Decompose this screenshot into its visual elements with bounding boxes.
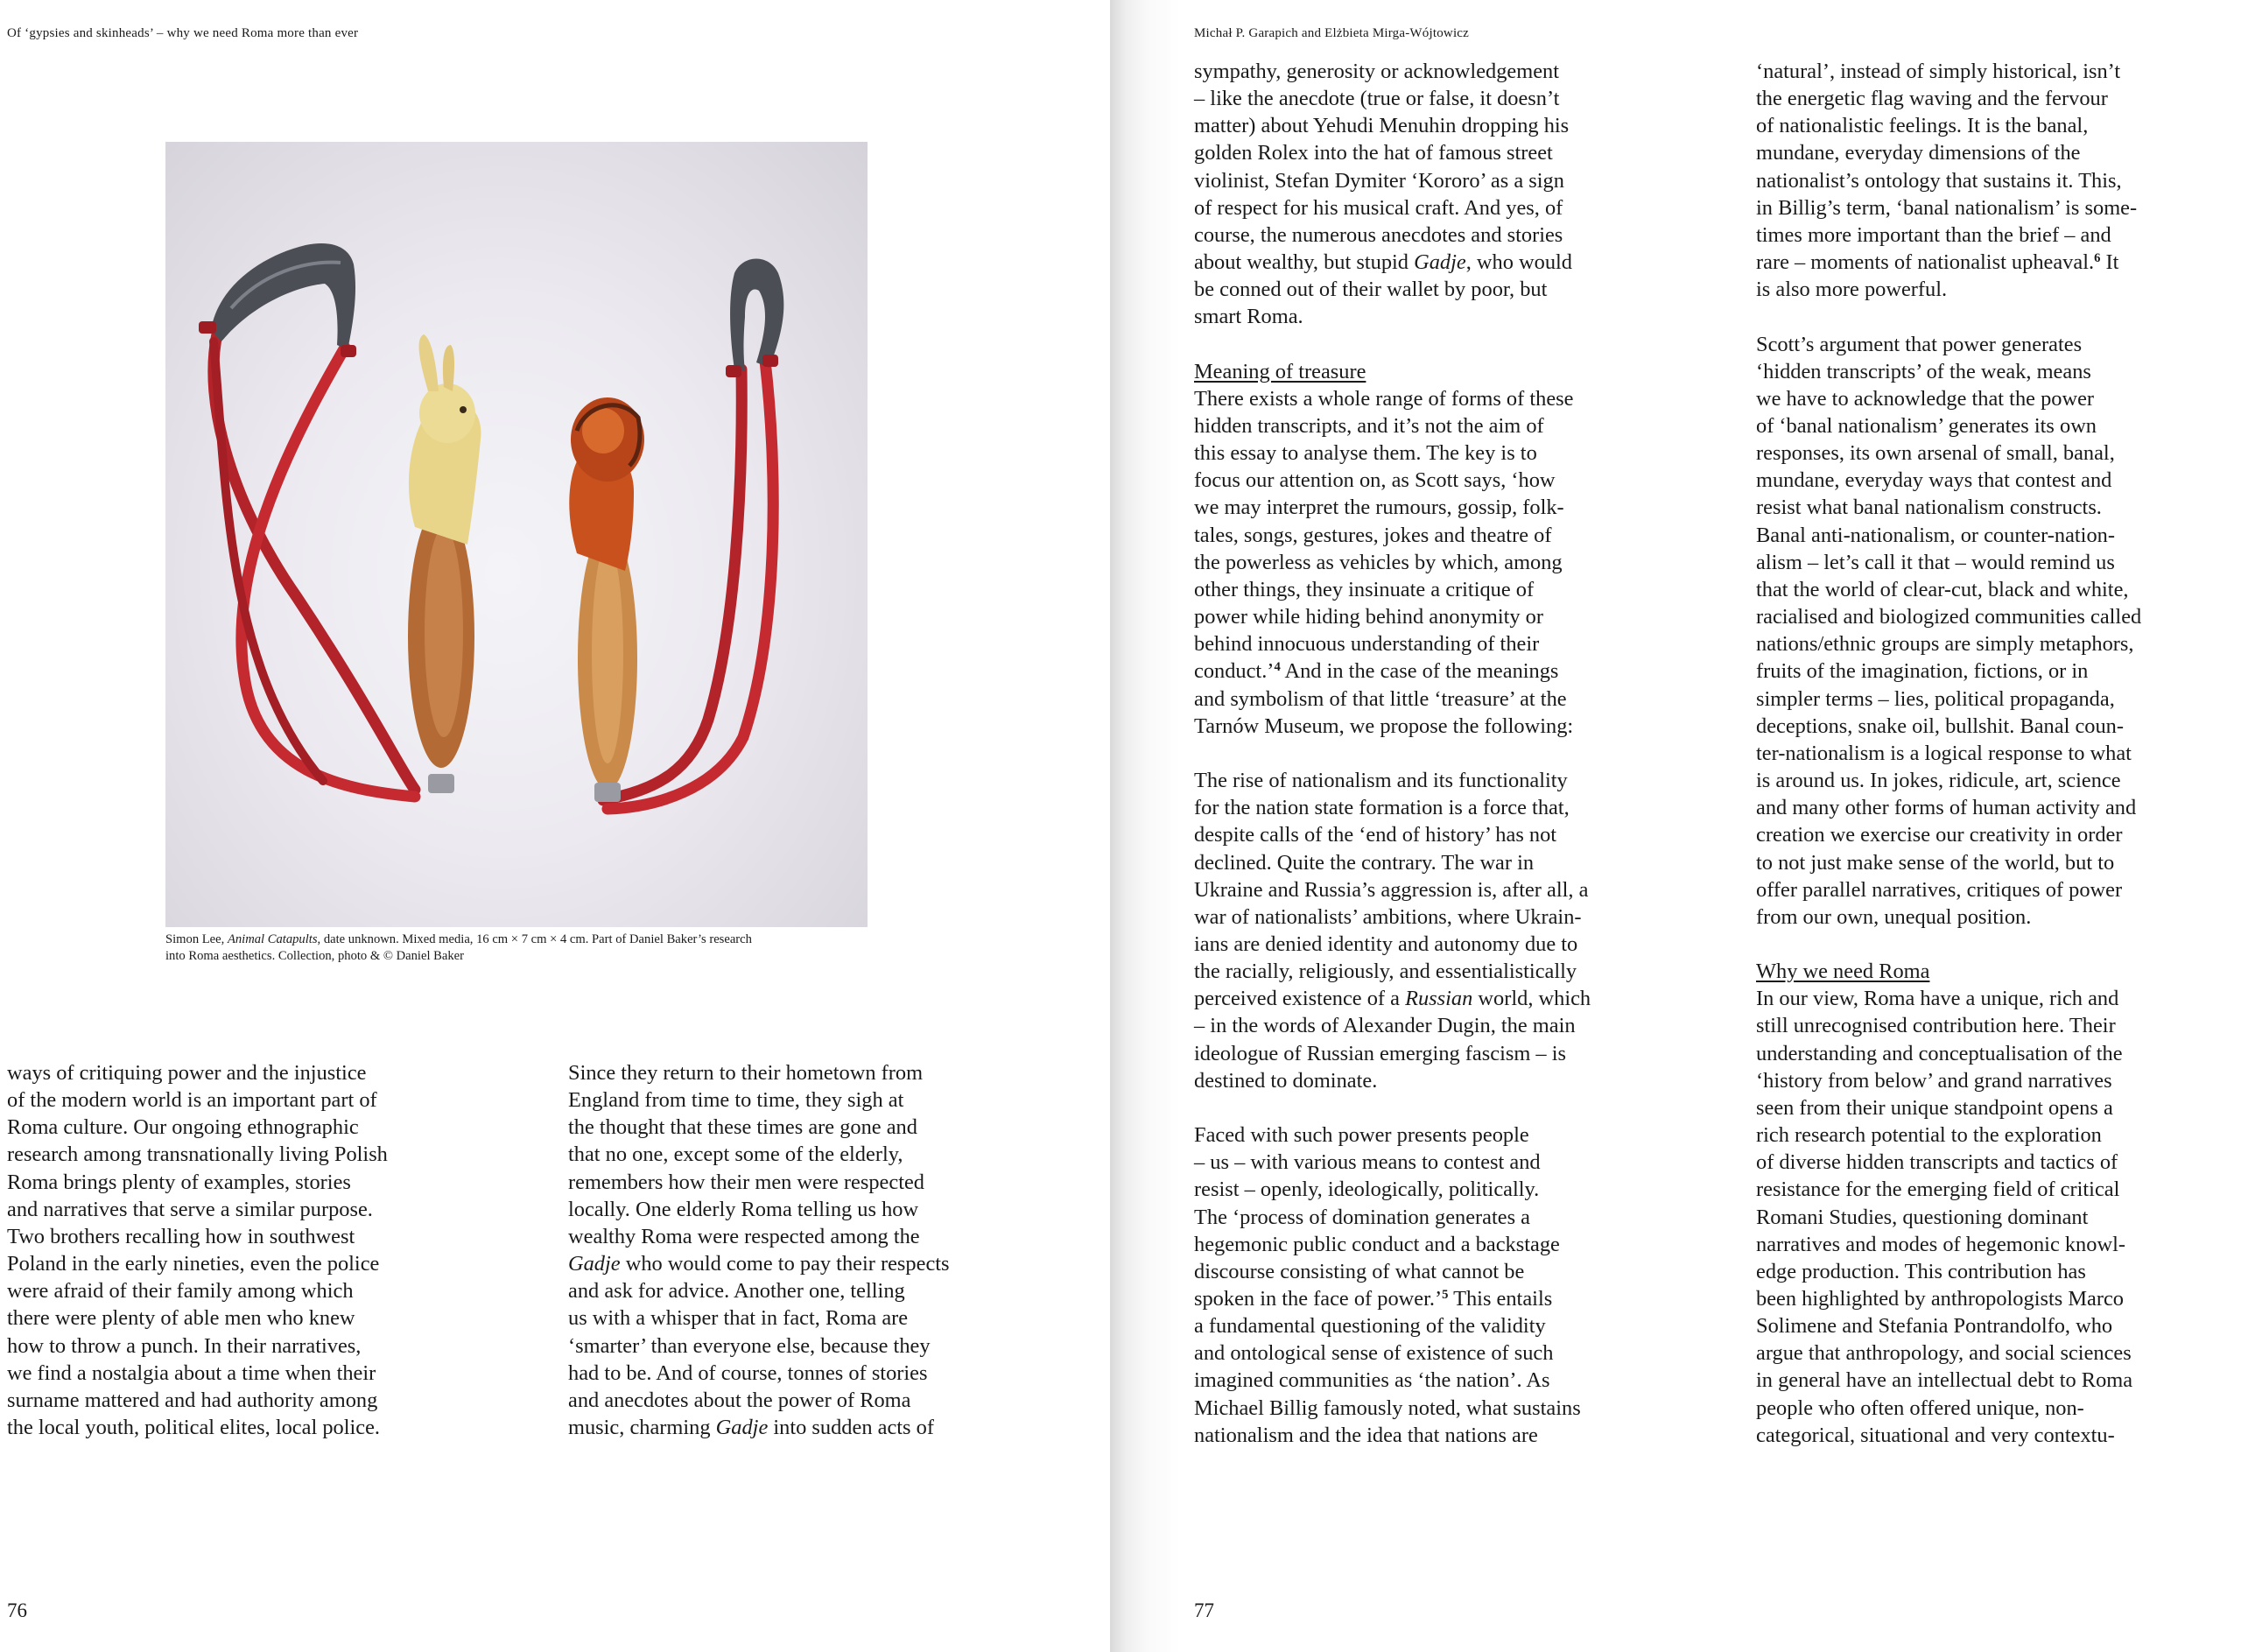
text-line: golden Rolex into the hat of famous street [1194,141,1553,165]
text-line: people who often offered unique, non- [1756,1395,2084,1420]
text-line: ‘natural’, instead of simply historical, isn’t [1756,60,2121,83]
text-line: – like the anecdote (true or false, it doesn’t [1194,87,1560,111]
text-span: This entails [1448,1286,1553,1311]
text-line: destined to dominate. [1194,1068,1378,1093]
text-line: – us – with various means to contest and [1194,1150,1541,1175]
text-line: in general have an intellectual debt to Roma [1756,1368,2133,1393]
text-line: to not just make sense of the world, but to [1756,850,2115,875]
text-line: there were plenty of able men who knew [7,1306,355,1331]
text-line: Solimene and Stefania Pontrandolfo, who [1756,1314,2113,1339]
text-line: deceptions, snake oil, bullshit. Banal coun- [1756,714,2124,738]
text-line: we may interpret the rumours, gossip, folk- [1194,496,1564,520]
paragraph-gap [1194,740,1684,767]
text-line: The rise of nationalism and its functionality [1194,769,1568,793]
text-span: music, charming [568,1416,716,1440]
text-line: categorical, situational and very contextu- [1756,1423,2115,1447]
text-line: and ask for advice. Another one, telling [568,1279,905,1304]
text-line: still unrecognised contribution here. Their [1756,1014,2116,1038]
right-page-number: 77 [1194,1599,1214,1621]
text-line [1194,249,1684,276]
text-line [1194,657,1684,685]
text-line: England from time to time, they sigh at [568,1088,904,1113]
text-line: and anecdotes about the power of Roma [568,1388,911,1412]
text-line: matter) about Yehudi Menuhin dropping his [1194,114,1570,138]
text-span: conduct.’ [1194,659,1275,684]
text-line: ians are denied identity and autonomy due to [1194,931,1578,956]
text-line: discourse consisting of what cannot be [1194,1259,1525,1283]
paragraph-gap [1194,331,1684,358]
text-line: been highlighted by anthropologists Marco [1756,1287,2124,1311]
text-line: Roma culture. Our ongoing ethnographic [7,1115,359,1140]
footnote-ref-5[interactable]: 5 [1442,1287,1449,1302]
text-line: rich research potential to the exploration [1756,1123,2102,1148]
text-line: fruits of the imagination, fictions, or in [1756,659,2089,684]
text-line: were afraid of their family among which [7,1279,354,1304]
section-heading-why-we-need-roma: Why we need Roma [1756,960,1930,984]
caption-line-2: into Roma aesthetics. Collection, photo & © Daniel Baker [165,949,465,963]
text-line: Scott’s argument that power generates [1756,332,2083,356]
text-line: seen from their unique standpoint opens a [1756,1095,2113,1120]
text-line: in Billig’s term, ‘banal nationalism’ is some- [1756,195,2138,220]
left-column-1 [7,1059,532,1441]
text-span: into sudden acts of [768,1416,934,1440]
right-running-head: Michał P. Garapich and Elżbieta Mirga-Wójtowicz [1194,26,1470,40]
text-line: Romani Studies, questioning dominant [1756,1205,2089,1229]
text-line: creation we exercise our creativity in order [1756,823,2123,847]
text-line: times more important than the brief – and [1756,222,2111,247]
text-line: of nationalistic feelings. It is the banal, [1756,114,2089,138]
text-line: nationalism and the idea that nations are [1194,1423,1538,1447]
text-span: about wealthy, but stupid [1194,250,1415,275]
text-line: Tarnów Museum, we propose the following: [1194,714,1574,738]
text-line: narratives and modes of hegemonic knowl- [1756,1232,2125,1256]
text-line: focus our attention on, as Scott says, ‘how [1194,468,1556,493]
text-line: had to be. And of course, tonnes of stories [568,1360,928,1385]
text-span: perceived existence of a [1194,987,1406,1011]
text-line: mundane, everyday ways that contest and [1756,468,2112,493]
text-line: ‘smarter’ than everyone else, because they [568,1333,931,1358]
text-line: tales, songs, gestures, jokes and theatre of [1194,523,1552,547]
text-line: we have to acknowledge that the power [1756,386,2095,411]
left-column-2 [568,1059,1093,1441]
text-line: hegemonic public conduct and a backstage [1194,1232,1560,1256]
text-line: the thought that these times are gone and [568,1115,917,1140]
text-line: locally. One elderly Roma telling us how [568,1197,919,1221]
text-line: declined. Quite the contrary. The war in [1194,850,1535,875]
text-line: racialised and biologized communities called [1756,605,2142,629]
text-line: a fundamental questioning of the validity [1194,1314,1546,1339]
text-line: Roma brings plenty of examples, stories [7,1170,351,1194]
text-line: In our view, Roma have a unique, rich and [1756,987,2119,1011]
text-line: despite calls of the ‘end of history’ has not [1194,823,1557,847]
text-line: of ‘banal nationalism’ generates its own [1756,414,2097,439]
text-line: offer parallel narratives, critiques of power [1756,877,2123,902]
text-line: that the world of clear-cut, black and white, [1756,577,2129,601]
italic-term: Russian [1405,987,1473,1011]
text-line [568,1250,1093,1277]
text-span: spoken in the face of power.’ [1194,1286,1443,1311]
text-line: nations/ethnic groups are simply metaphors, [1756,632,2134,657]
text-line: the racially, religiously, and essentialistically [1194,960,1577,984]
italic-term: Gadje [1414,250,1466,275]
text-line: wealthy Roma were respected among the [568,1224,920,1248]
text-line: for the nation state formation is a force that, [1194,796,1570,820]
text-line: is around us. In jokes, ridicule, art, science [1756,769,2121,793]
slingshot-artwork-photo [165,142,868,927]
text-line: Two brothers recalling how in southwest [7,1224,355,1248]
text-line: nationalist’s ontology that sustains it. This, [1756,168,2122,193]
text-line: Faced with such power presents people [1194,1123,1529,1148]
text-span: rare – moments of nationalist upheaval. [1756,250,2095,275]
right-column-2 [1756,58,2237,1449]
text-line: from our own, unequal position. [1756,904,2032,929]
text-line: Poland in the early nineties, even the police [7,1252,380,1276]
text-line: smart Roma. [1194,305,1303,329]
text-line: Banal anti-nationalism, or counter-nation- [1756,523,2115,547]
text-span: , who would [1465,250,1572,275]
text-line: is also more powerful. [1756,278,1948,302]
text-line: understanding and conceptualisation of the [1756,1041,2123,1065]
text-line: sympathy, generosity or acknowledgement [1194,60,1560,83]
text-line: There exists a whole range of forms of these [1194,386,1574,411]
text-line: behind innocuous understanding of their [1194,632,1540,657]
text-line: the powerless as vehicles by which, among [1194,550,1563,574]
text-line: violinist, Stefan Dymiter ‘Kororo’ as a sign [1194,168,1564,193]
text-line [1194,985,1684,1012]
text-line: course, the numerous anecdotes and stories [1194,222,1563,247]
section-heading-meaning-of-treasure: Meaning of treasure [1194,359,1366,383]
text-line: simpler terms – lies, political propaganda, [1756,686,2115,711]
caption-line-1 [165,931,883,948]
text-line [1756,249,2237,276]
text-line: be conned out of their wallet by poor, but [1194,278,1548,302]
text-line: mundane, everyday dimensions of the [1756,141,2081,165]
text-line: of the modern world is an important part of [7,1088,377,1113]
text-line: Since they return to their hometown from [568,1061,924,1085]
text-line: resist – openly, ideologically, politically. [1194,1177,1540,1202]
text-line: ‘hidden transcripts’ of the weak, means [1756,359,2091,383]
text-line: ideologue of Russian emerging fascism – is [1194,1041,1566,1065]
caption-author: Simon Lee, [165,932,228,946]
text-line: resist what banal nationalism constructs. [1756,496,2102,520]
text-line: of diverse hidden transcripts and tactics of [1756,1150,2118,1175]
text-line: The ‘process of domination generates a [1194,1205,1531,1229]
text-line: resistance for the emerging field of critical [1756,1177,2120,1202]
paragraph-gap [1194,1094,1684,1121]
text-line: ter-nationalism is a logical response to what [1756,741,2132,765]
text-line: Ukraine and Russia’s aggression is, after all, a [1194,877,1589,902]
paragraph-gap [1756,303,2237,330]
text-line: – in the words of Alexander Dugin, the main [1194,1014,1576,1038]
text-line: and narratives that serve a similar purpose. [7,1197,373,1221]
left-running-head: Of ‘gypsies and skinheads’ – why we need Roma more than ever [7,26,359,40]
text-line: the local youth, political elites, local police. [7,1416,381,1440]
text-line: imagined communities as ‘the nation’. As [1194,1368,1550,1393]
text-line: that no one, except some of the elderly, [568,1142,903,1167]
text-line: of respect for his musical craft. And yes, of [1194,195,1563,220]
text-line: war of nationalists’ ambitions, where Ukrain- [1194,904,1582,929]
text-line: this essay to analyse them. The key is to [1194,441,1537,466]
text-line [1194,1285,1684,1312]
right-column-1 [1194,58,1684,1449]
text-line: edge production. This contribution has [1756,1259,2086,1283]
text-span: world, which [1472,987,1591,1011]
left-page [0,0,1110,1652]
text-span: It [2100,250,2119,275]
text-line: other things, they insinuate a critique of [1194,577,1535,601]
text-line: we find a nostalgia about a time when their [7,1360,376,1385]
paragraph-gap [1756,931,2237,958]
text-line: argue that anthropology, and social sciences [1756,1341,2132,1366]
text-span: And in the case of the meanings [1280,659,1559,684]
italic-term: Gadje [568,1252,621,1276]
figure-caption [165,931,883,965]
text-span: who would come to pay their respects [620,1252,950,1276]
caption-details: , date unknown. Mixed media, 16 cm × 7 cm × 4 cm. Part of Daniel Baker’s research [317,932,752,946]
text-line: and many other forms of human activity and [1756,796,2137,820]
text-line: and symbolism of that little ‘treasure’ at the [1194,686,1567,711]
caption-artwork-title: Animal Catapults [227,932,318,946]
text-line: how to throw a punch. In their narratives, [7,1333,362,1358]
text-line: alism – let’s call it that – would remind us [1756,550,2115,574]
text-line: responses, its own arsenal of small, banal, [1756,441,2115,466]
text-line: research among transnationally living Polish [7,1142,388,1167]
text-line: ways of critiquing power and the injustice [7,1061,367,1085]
text-line: us with a whisper that in fact, Roma are [568,1306,909,1331]
text-line: surname mattered and had authority among [7,1388,378,1412]
text-line: hidden transcripts, and it’s not the aim of [1194,414,1544,439]
text-line: ‘history from below’ and grand narratives [1756,1068,2112,1093]
footnote-ref-6[interactable]: 6 [2094,251,2101,266]
text-line [568,1414,1093,1441]
text-line: Michael Billig famously noted, what sustains [1194,1395,1581,1420]
right-page [1110,0,2241,1652]
footnote-ref-4[interactable]: 4 [1274,660,1281,675]
left-page-number: 76 [7,1599,27,1621]
animal-catapults-image [165,142,868,927]
italic-term: Gadje [715,1416,769,1440]
text-line: and ontological sense of existence of such [1194,1341,1554,1366]
text-line: the energetic flag waving and the fervour [1756,87,2108,111]
text-line: power while hiding behind anonymity or [1194,605,1543,629]
text-line: remembers how their men were respected [568,1170,925,1194]
